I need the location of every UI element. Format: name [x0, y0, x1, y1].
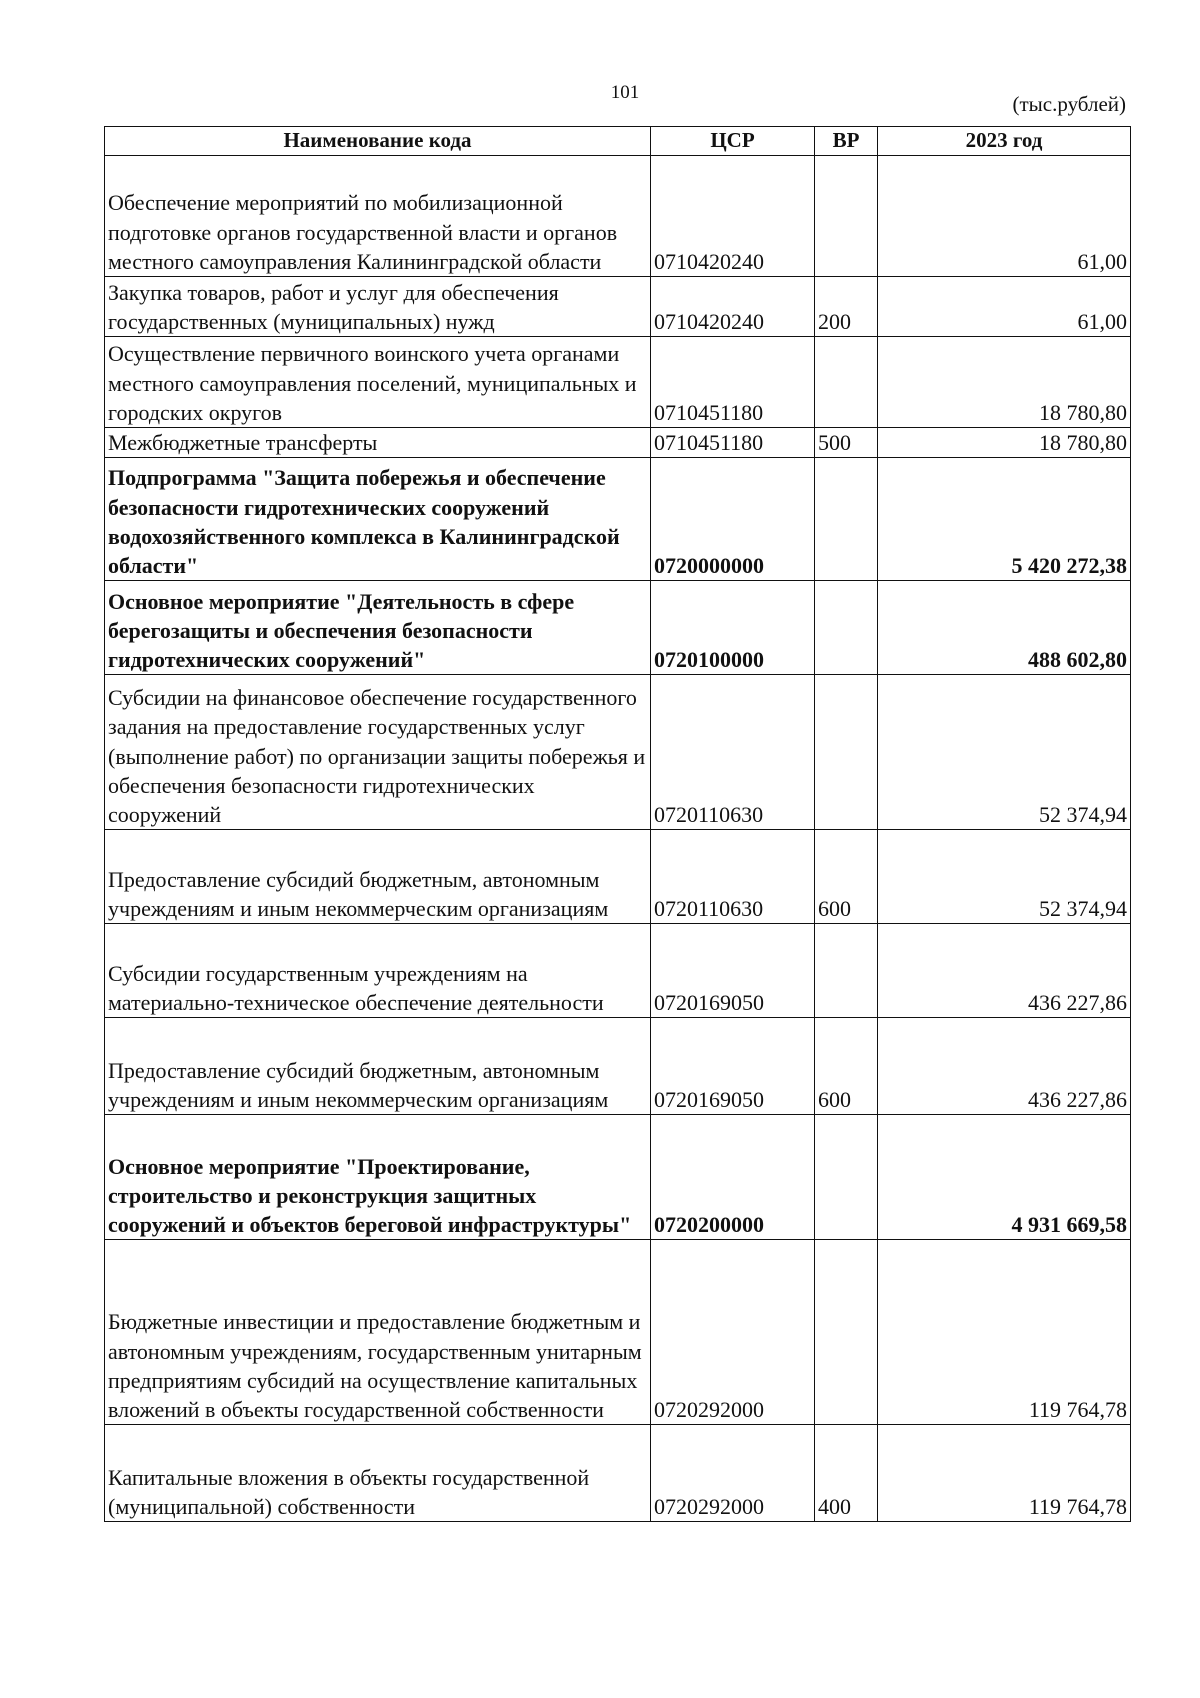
- page-number: 101: [610, 82, 640, 103]
- row-name: Закупка товаров, работ и услуг для обеспечения государственных (муниципальных) нужд: [105, 277, 651, 337]
- row-csr: 0720110630: [651, 675, 815, 830]
- table-row: [105, 428, 1131, 458]
- row-vr: [815, 675, 878, 830]
- row-csr: 0720100000: [651, 581, 815, 675]
- row-vr: 200: [815, 277, 878, 337]
- row-amount: 436 227,86: [878, 924, 1131, 1018]
- table-row: [105, 1425, 1131, 1522]
- row-vr: 600: [815, 1018, 878, 1115]
- row-csr: 0720200000: [651, 1115, 815, 1240]
- row-amount: 488 602,80: [878, 581, 1131, 675]
- row-csr: 0720169050: [651, 924, 815, 1018]
- row-vr: 500: [815, 428, 878, 458]
- budget-table: [104, 126, 1131, 1522]
- row-csr: 0720292000: [651, 1425, 815, 1522]
- row-vr: [815, 1240, 878, 1425]
- table-row: [105, 277, 1131, 337]
- row-name: Предоставление субсидий бюджетным, автономным учреждениям и иным некоммерческим организациям: [105, 830, 651, 924]
- row-amount: 5 420 272,38: [878, 458, 1131, 581]
- table-row: [105, 675, 1131, 830]
- row-name: Субсидии на финансовое обеспечение государственного задания на предоставление государственных услуг (выполнение работ) по организации защиты побережья и обеспечения безопасности гидротехнических сооружений: [105, 675, 651, 830]
- table-row: [105, 581, 1131, 675]
- units-label: (тыс.рублей): [1012, 92, 1126, 116]
- row-name: Межбюджетные трансферты: [105, 428, 651, 458]
- row-name: Осуществление первичного воинского учета органами местного самоуправления поселений, муниципальных и городских округов: [105, 337, 651, 428]
- row-csr: 0710451180: [651, 337, 815, 428]
- row-name: Основное мероприятие "Деятельность в сфере берегозащиты и обеспечения безопасности гидротехнических сооружений": [105, 581, 651, 675]
- table-row: [105, 337, 1131, 428]
- row-amount: 52 374,94: [878, 675, 1131, 830]
- header-vr: ВР: [815, 127, 878, 156]
- row-amount: 52 374,94: [878, 830, 1131, 924]
- row-vr: [815, 1115, 878, 1240]
- row-amount: 61,00: [878, 156, 1131, 277]
- table-row: [105, 830, 1131, 924]
- row-vr: [815, 924, 878, 1018]
- row-amount: 18 780,80: [878, 337, 1131, 428]
- table-row: [105, 924, 1131, 1018]
- row-csr: 0710451180: [651, 428, 815, 458]
- row-vr: [815, 581, 878, 675]
- row-amount: 119 764,78: [878, 1240, 1131, 1425]
- table-row: [105, 458, 1131, 581]
- row-csr: 0720292000: [651, 1240, 815, 1425]
- row-csr: 0710420240: [651, 277, 815, 337]
- row-csr: 0720169050: [651, 1018, 815, 1115]
- row-amount: 61,00: [878, 277, 1131, 337]
- row-name: Субсидии государственным учреждениям на материально-техническое обеспечение деятельности: [105, 924, 651, 1018]
- row-amount: 436 227,86: [878, 1018, 1131, 1115]
- row-amount: 18 780,80: [878, 428, 1131, 458]
- table-row: [105, 156, 1131, 277]
- row-name: Обеспечение мероприятий по мобилизационной подготовке органов государственной власти и органов местного самоуправления Калининградской области: [105, 156, 651, 277]
- row-csr: 0710420240: [651, 156, 815, 277]
- row-name: Капитальные вложения в объекты государственной (муниципальной) собственности: [105, 1425, 651, 1522]
- row-name: Основное мероприятие "Проектирование, строительство и реконструкция защитных сооружений и объектов береговой инфраструктуры": [105, 1115, 651, 1240]
- table-row: [105, 1115, 1131, 1240]
- row-vr: [815, 337, 878, 428]
- row-vr: [815, 156, 878, 277]
- row-name: Бюджетные инвестиции и предоставление бюджетным и автономным учреждениям, государственным унитарным предприятиям субсидий на осуществление капитальных вложений в объекты государственной собственности: [105, 1240, 651, 1425]
- row-amount: 4 931 669,58: [878, 1115, 1131, 1240]
- row-name: Подпрограмма "Защита побережья и обеспечение безопасности гидротехнических сооружений водохозяйственного комплекса в Калининградской области": [105, 458, 651, 581]
- header-name: Наименование кода: [105, 127, 651, 156]
- table-header-row: [105, 127, 1131, 156]
- row-csr: 0720110630: [651, 830, 815, 924]
- row-vr: [815, 458, 878, 581]
- row-name: Предоставление субсидий бюджетным, автономным учреждениям и иным некоммерческим организациям: [105, 1018, 651, 1115]
- table-row: [105, 1240, 1131, 1425]
- table-row: [105, 1018, 1131, 1115]
- header-csr: ЦСР: [651, 127, 815, 156]
- row-amount: 119 764,78: [878, 1425, 1131, 1522]
- header-amount: 2023 год: [878, 127, 1131, 156]
- row-vr: 600: [815, 830, 878, 924]
- row-vr: 400: [815, 1425, 878, 1522]
- row-csr: 0720000000: [651, 458, 815, 581]
